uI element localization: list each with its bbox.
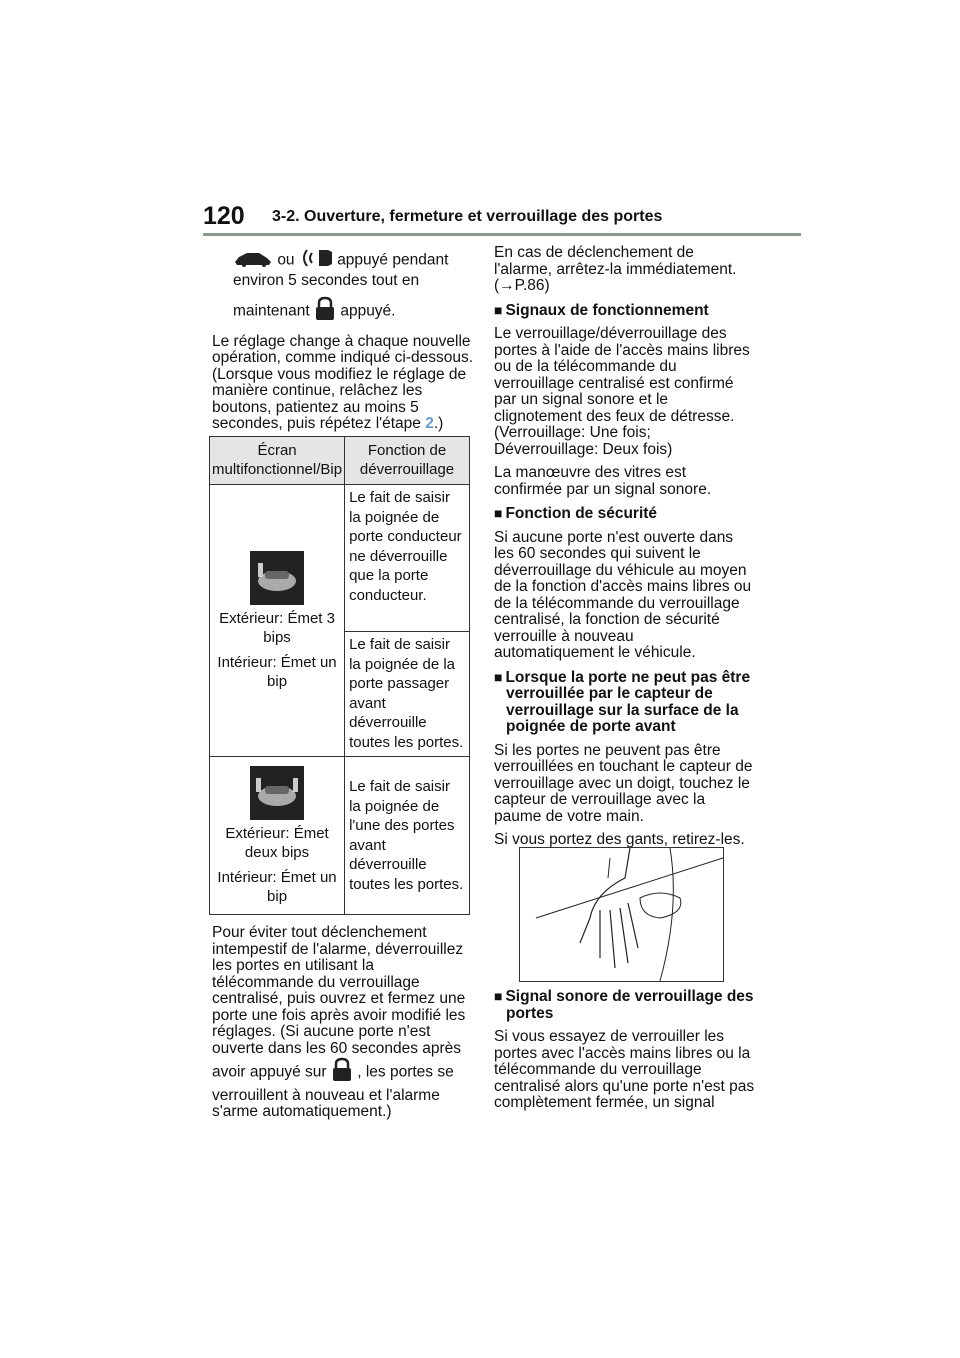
para2-text-a: Pour éviter tout déclenchement intempestif de l'alarme, déverrouillez les portes en utilisant la télécommande du verrouillage centralisé, puis ouvrez et fermez une porte une fois après avoir modifié les réglages. (Si aucune porte n'est ouverte dans les 60 secondes après avoir appuyé sur — [212, 924, 466, 1081]
square-bullet-icon: ■ — [494, 988, 503, 1004]
para1-end: .) — [433, 415, 444, 432]
paragraph-2 — [212, 925, 470, 1121]
car-driver-door-image — [250, 551, 304, 605]
row2-exterior-text: Extérieur: Émet deux bips — [225, 824, 329, 861]
or-text: ou — [277, 251, 295, 269]
page-number: 120 — [203, 202, 245, 230]
table-cell-row2-left — [210, 757, 345, 915]
heading-lock-sensor — [494, 669, 756, 736]
right-column — [494, 245, 756, 856]
paragraph-1 — [212, 334, 474, 433]
heading-4-text: Signal sonore de verrouillage des portes — [505, 988, 754, 1022]
left-bottom-text — [212, 925, 470, 1128]
heading-2-text: Fonction de sécurité — [505, 505, 658, 522]
right-paragraph-4: Si aucune porte n'est ouverte dans les 60 secondes qui suivent le déverrouillage du véhicule au moyen de la fonction d'accès mains libres ou de la télécommande du verrouillage centralisé, la fonction de sécurité verrouille à nouveau automatiquement le véhicule. — [494, 528, 752, 661]
right-paragraph-5: Si les portes ne peuvent pas être verrouillées en touchant le capteur de verrouillage avec un doigt, touchez le capteur de verrouillage avec la paume de votre main. — [494, 741, 753, 825]
heading-lock-beep — [494, 988, 756, 1022]
header-rule — [203, 233, 801, 236]
step-text-2-post: appuyé. — [340, 302, 396, 320]
row1-exterior-text: Extérieur: Émet 3 bips — [219, 609, 335, 646]
row1-interior-text: Intérieur: Émet un bip — [217, 653, 337, 690]
table-header-col2: Fonction de déverrouillage — [345, 437, 470, 485]
table-cell-row2-right: Le fait de saisir la poignée de l'une des portes avant déverrouille toutes les portes. — [345, 757, 470, 915]
square-bullet-icon: ■ — [494, 505, 503, 521]
settings-table — [209, 436, 470, 915]
step-text-1: appuyé pendant environ 5 secondes tout en — [233, 251, 449, 289]
right-bottom-text — [494, 988, 756, 1119]
car-all-doors-image — [250, 766, 304, 820]
square-bullet-icon: ■ — [494, 668, 503, 685]
left-column — [212, 248, 474, 440]
heading-3-text: Lorsque la porte ne peut pas être verrouillée par le capteur de verrouillage sur la surface de la poignée de porte avant — [505, 668, 751, 735]
right-paragraph-1: En cas de déclenchement de l'alarme, arrêtez-la immédiatement. (→P.86) — [494, 244, 737, 294]
para2-text-b: , les portes se verrouillent à nouveau et l'alarme s'arme automatiquement.) — [212, 1063, 454, 1120]
heading-1-text: Signaux de fonctionnement — [505, 301, 709, 319]
step-line — [212, 248, 474, 289]
table-header-col1: Écran multifonctionnel/Bip — [210, 437, 345, 485]
step-ref: 2 — [425, 415, 434, 432]
heading-operation-signals — [494, 302, 756, 320]
table-cell-row1-right-a: Le fait de saisir la poignée de porte conducteur ne déverrouille que la porte conducteur. — [345, 485, 470, 632]
step-text-2-pre: maintenant — [233, 302, 310, 320]
hand-door-handle-figure — [519, 847, 724, 982]
right-paragraph-3: La manœuvre des vitres est confirmée par un signal sonore. — [494, 464, 712, 498]
alarm-wave-icon — [299, 248, 333, 273]
square-bullet-icon: ■ — [494, 301, 503, 318]
table-cell-row1-left — [210, 485, 345, 757]
lock-icon — [331, 1057, 353, 1088]
heading-security — [494, 505, 756, 523]
step-line-2 — [212, 296, 474, 327]
right-paragraph-7: Si vous essayez de verrouiller les portes avec l'accès mains libres ou la télécommande du verrouillage centralisé alors qu'une porte n'est pas complètement fermée, un signal — [494, 1028, 755, 1111]
car-lock-icon — [233, 249, 273, 272]
para1-text: Le réglage change à chaque nouvelle opération, comme indiqué ci-dessous. (Lorsque vous modifiez le réglage de manière continue, relâchez les boutons, patientez au moins 5 secondes, puis répétez l'étape — [212, 332, 474, 432]
table-cell-row1-right-b: Le fait de saisir la poignée de la porte passager avant déverrouille toutes les portes. — [345, 632, 470, 757]
right-paragraph-2: Le verrouillage/déverrouillage des portes à l'aide de l'accès mains libres ou de la télécommande du verrouillage centralisé est confirmé par un signal sonore et le clignotement des feux de détresse. (Verrouillage: Une fois; Déverrouillage: Deux fois) — [494, 325, 750, 458]
lock-icon — [314, 296, 336, 327]
row2-interior-text: Intérieur: Émet un bip — [217, 868, 337, 905]
right-paragraph-6: Si vous portez des gants, retirez-les. — [494, 831, 745, 848]
section-title: 3-2. Ouverture, fermeture et verrouillage des portes — [272, 208, 663, 225]
